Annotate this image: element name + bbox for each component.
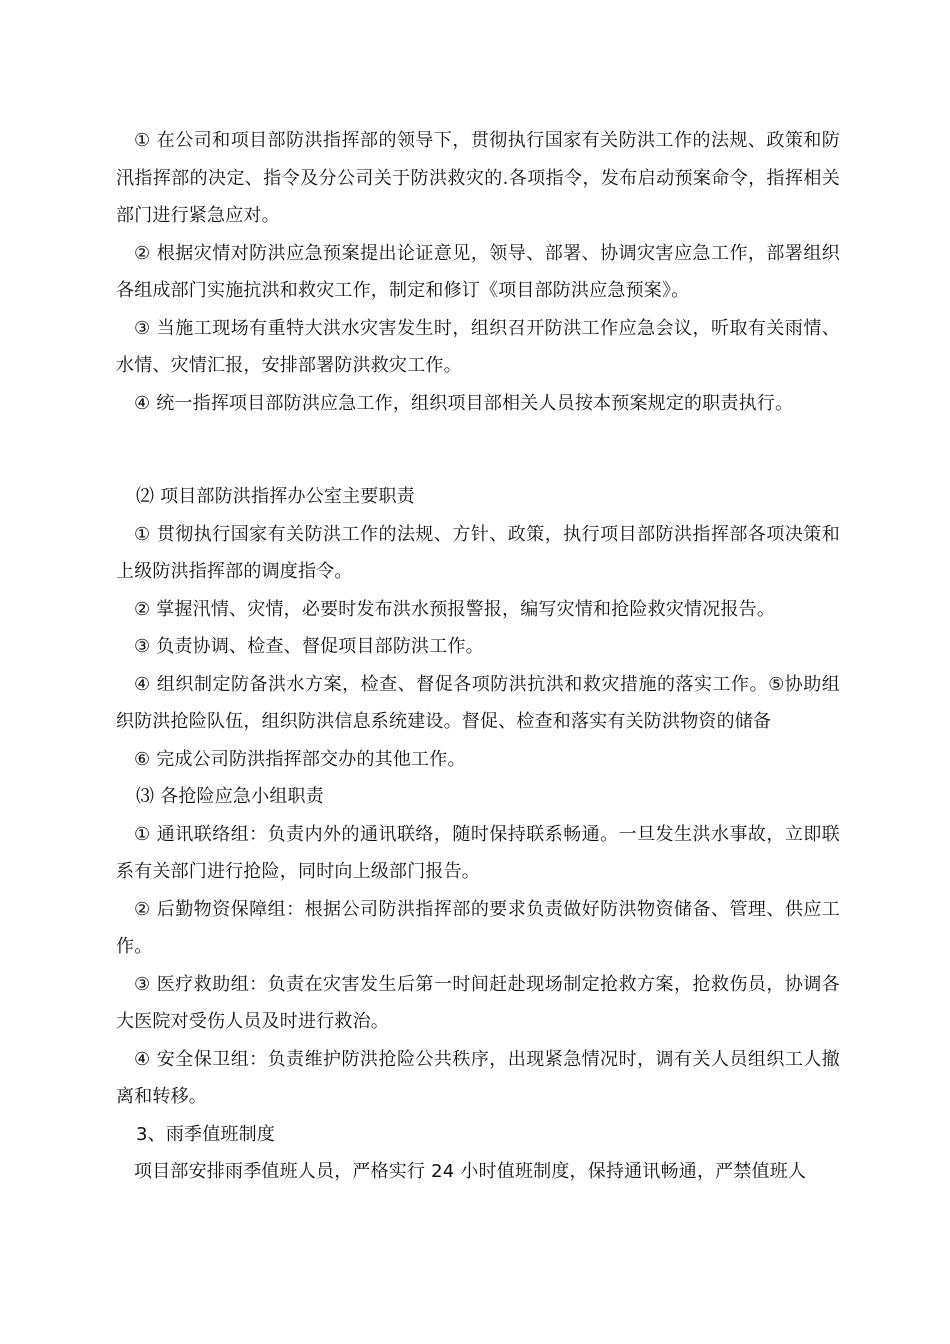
- paragraph-command-2: ② 根据灾情对防洪应急预案提出论证意见，领导、部署、协调灾害应急工作，部署组织各组成部门实施抗洪和救灾工作，制定和修订《项目部防洪应急预案》。: [116, 242, 840, 301]
- paragraph-office-3: ③ 负责协调、检查、督促项目部防洪工作。: [134, 636, 484, 657]
- paragraph-office-6: ⑥ 完成公司防洪指挥部交办的其他工作。: [134, 748, 466, 770]
- paragraph-command-4: ④ 统一指挥项目部防洪应急工作，组织项目部相关人员按本预案规定的职责执行。: [134, 392, 794, 414]
- paragraph-command-1: ① 在公司和项目部防洪指挥部的领导下，贯彻执行国家有关防洪工作的法规、政策和防汛指挥部的决定、指令及分公司关于防洪救灾的.各项指令，发布启动预案命令，指挥相关部门进行紧急应对。: [116, 130, 840, 226]
- paragraph-group-communication: ① 通讯联络组：负责内外的通讯联络，随时保持联系畅通。一旦发生洪水事故，立即联系有关部门进行抢险，同时向上级部门报告。: [116, 823, 840, 882]
- paragraph-office-2: ② 掌握汛情、灾情，必要时发布洪水预报警报，编写灾情和抢险救灾情况报告。: [134, 598, 776, 620]
- section-rainy-season-duty-title: 3、雨季值班制度: [136, 1123, 276, 1145]
- paragraph-group-medical: ③ 医疗救助组：负责在灾害发生后第一时间赶赴现场制定抢救方案，抢救伤员，协调各大医院对受伤人员及时进行救治。: [116, 973, 840, 1032]
- paragraph-office-1: ① 贯彻执行国家有关防洪工作的法规、方针、政策，执行项目部防洪指挥部各项决策和上级防洪指挥部的调度指令。: [116, 523, 840, 582]
- paragraph-gap: [116, 422, 840, 478]
- paragraph-group-security: ④ 安全保卫组：负责维护防洪抢险公共秩序，出现紧急情况时，调有关人员组织工人撤离和转移。: [116, 1048, 840, 1107]
- document-body: [116, 122, 840, 1191]
- heading-office-duties: ⑵ 项目部防洪指挥办公室主要职责: [136, 486, 415, 507]
- heading-rescue-groups: ⑶ 各抢险应急小组职责: [136, 786, 324, 807]
- paragraph-group-logistics: ② 后勤物资保障组：根据公司防洪指挥部的要求负责做好防洪物资储备、管理、供应工作。: [116, 898, 840, 957]
- paragraph-command-3: ③ 当施工现场有重特大洪水灾害发生时，组织召开防洪工作应急会议，听取有关雨情、水情、灾情汇报，安排部署防洪救灾工作。: [116, 317, 840, 376]
- paragraph-office-4: ④ 组织制定防备洪水方案，检查、督促各项防洪抗洪和救灾措施的落实工作。⑤协助组织防洪抢险队伍，组织防洪信息系统建设。督促、检查和落实有关防洪物资的储备: [116, 673, 840, 732]
- section-rainy-season-duty-body: 项目部安排雨季值班人员，严格实行 24 小时值班制度，保持通讯畅通，严禁值班人: [134, 1161, 807, 1182]
